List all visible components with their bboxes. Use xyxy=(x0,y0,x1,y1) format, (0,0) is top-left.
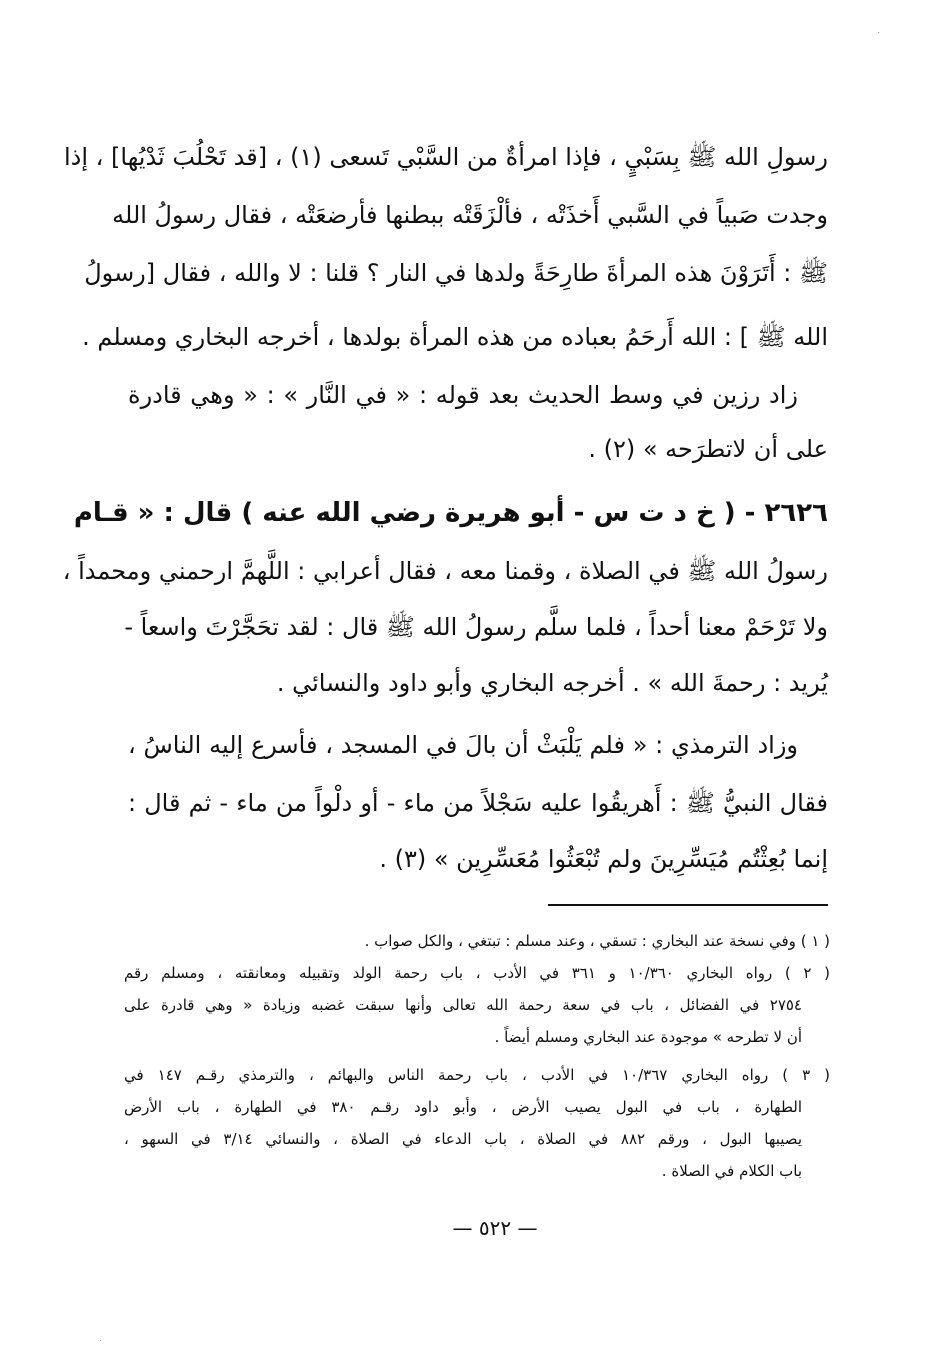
footnote-2-line: أن لا تطرحه » موجودة عند البخاري ومسلم أيضاً . xyxy=(494,1028,802,1046)
text-line: الله ﷺ ] : الله أَرحَمُ بعباده من هذه المرأة بولدها ، أخرجه البخاري ومسلم . xyxy=(82,323,828,351)
text-line: وجدت صَبياً في السَّبي أَخذَتْه ، فألْزَقَتْه ببطنها فأرضعَتْه ، فقال رسولُ الله xyxy=(112,201,828,229)
text-line: زاد رزين في وسط الحديث بعد قوله : « في النَّار » : « وهي قادرة xyxy=(128,381,798,409)
text-line: وزاد الترمذي : « فلم يَلْبَثْ أن بالَ في المسجد ، فأسرع إليه الناسُ ، xyxy=(128,731,798,759)
footnote-2: ( ٢ ) رواه البخاري ١٠/٣٦٠ و ٣٦١ في الأدب ، باب رحمة الولد وتقبيله ومعانقته ، ومسلم رقم xyxy=(124,964,831,982)
text-line: رسولُ الله ﷺ في الصلاة ، وقمنا معه ، فقال أعرابي : اللَّهمَّ ارحمني ومحمداً ، xyxy=(62,557,828,585)
text-line: رسولِ الله ﷺ بِسَبْيٍ ، فإذا امرأةٌ من السَّبْي تَسعى (١) ، [قد تَحْلُبَ ثَدْيُها] ، إذا xyxy=(64,143,828,171)
text-line: على أن لاتطرَحه » (٢) . xyxy=(588,435,828,463)
text-line: ﷺ : أَتَرَوْنَ هذه المرأةَ طارِحَةً ولدها في النار ؟ قلنا : لا والله ، فقال [رسولُ xyxy=(84,259,828,287)
footnote-2-line: ٢٧٥٤ في الفضائل ، باب في سعة رحمة الله تعالى وأنها سبقت غضبه وزيادة « وهي قادرة على xyxy=(124,996,802,1014)
footnote-3: ( ٣ ) رواه البخاري ١٠/٣٦٧ في الأدب ، باب رحمة الناس والبهائم ، والترمذي رقـم ١٤٧ في xyxy=(124,1066,830,1084)
text-line: فقال النبيُّ ﷺ : أَهريقُوا عليه سَجْلاً من ماء - أو دلْواً من ماء - ثم قال : xyxy=(128,789,828,817)
footnote-3-line: باب الكلام في الصلاة . xyxy=(661,1162,802,1180)
scan-speck xyxy=(100,1340,101,1341)
text-line: إنما بُعِثْتُم مُيَسِّرِينَ ولم تُبْعَثُوا مُعَسِّرِين » (٣) . xyxy=(379,845,828,873)
footnote-separator xyxy=(548,904,828,906)
hadith-heading: ٢٦٢٦ - ( خ د ت س - أبو هريرة رضي الله عنه ) قال : « قـام xyxy=(73,498,828,528)
scan-speck xyxy=(878,32,879,33)
text-line: ولا تَرْحَمْ معنا أحداً ، فلما سلَّم رسولُ الله ﷺ قال : لقد تحَجَّرْتَ واسعاً - xyxy=(124,613,828,641)
footnote-3-line: الطهارة ، باب في البول يصيب الأرض ، وأبو داود رقـم ٣٨٠ في الطهارة ، باب الأرض xyxy=(124,1098,803,1116)
text-line: يُريد : رحمةَ الله » . أخرجه البخاري وأبو داود والنسائي . xyxy=(276,669,828,697)
page-number: — ٥٢٢ — xyxy=(452,1216,538,1240)
footnote-1: ( ١ ) وفي نسخة عند البخاري : تسقي ، وعند مسلم : تبتغي ، والكل صواب . xyxy=(364,932,830,950)
footnote-3-line: يصيبها البول ، ورقم ٨٨٢ في الصلاة ، باب الدعاء في الصلاة ، والنسائي ٣/١٤ في السهو ، xyxy=(124,1130,802,1148)
